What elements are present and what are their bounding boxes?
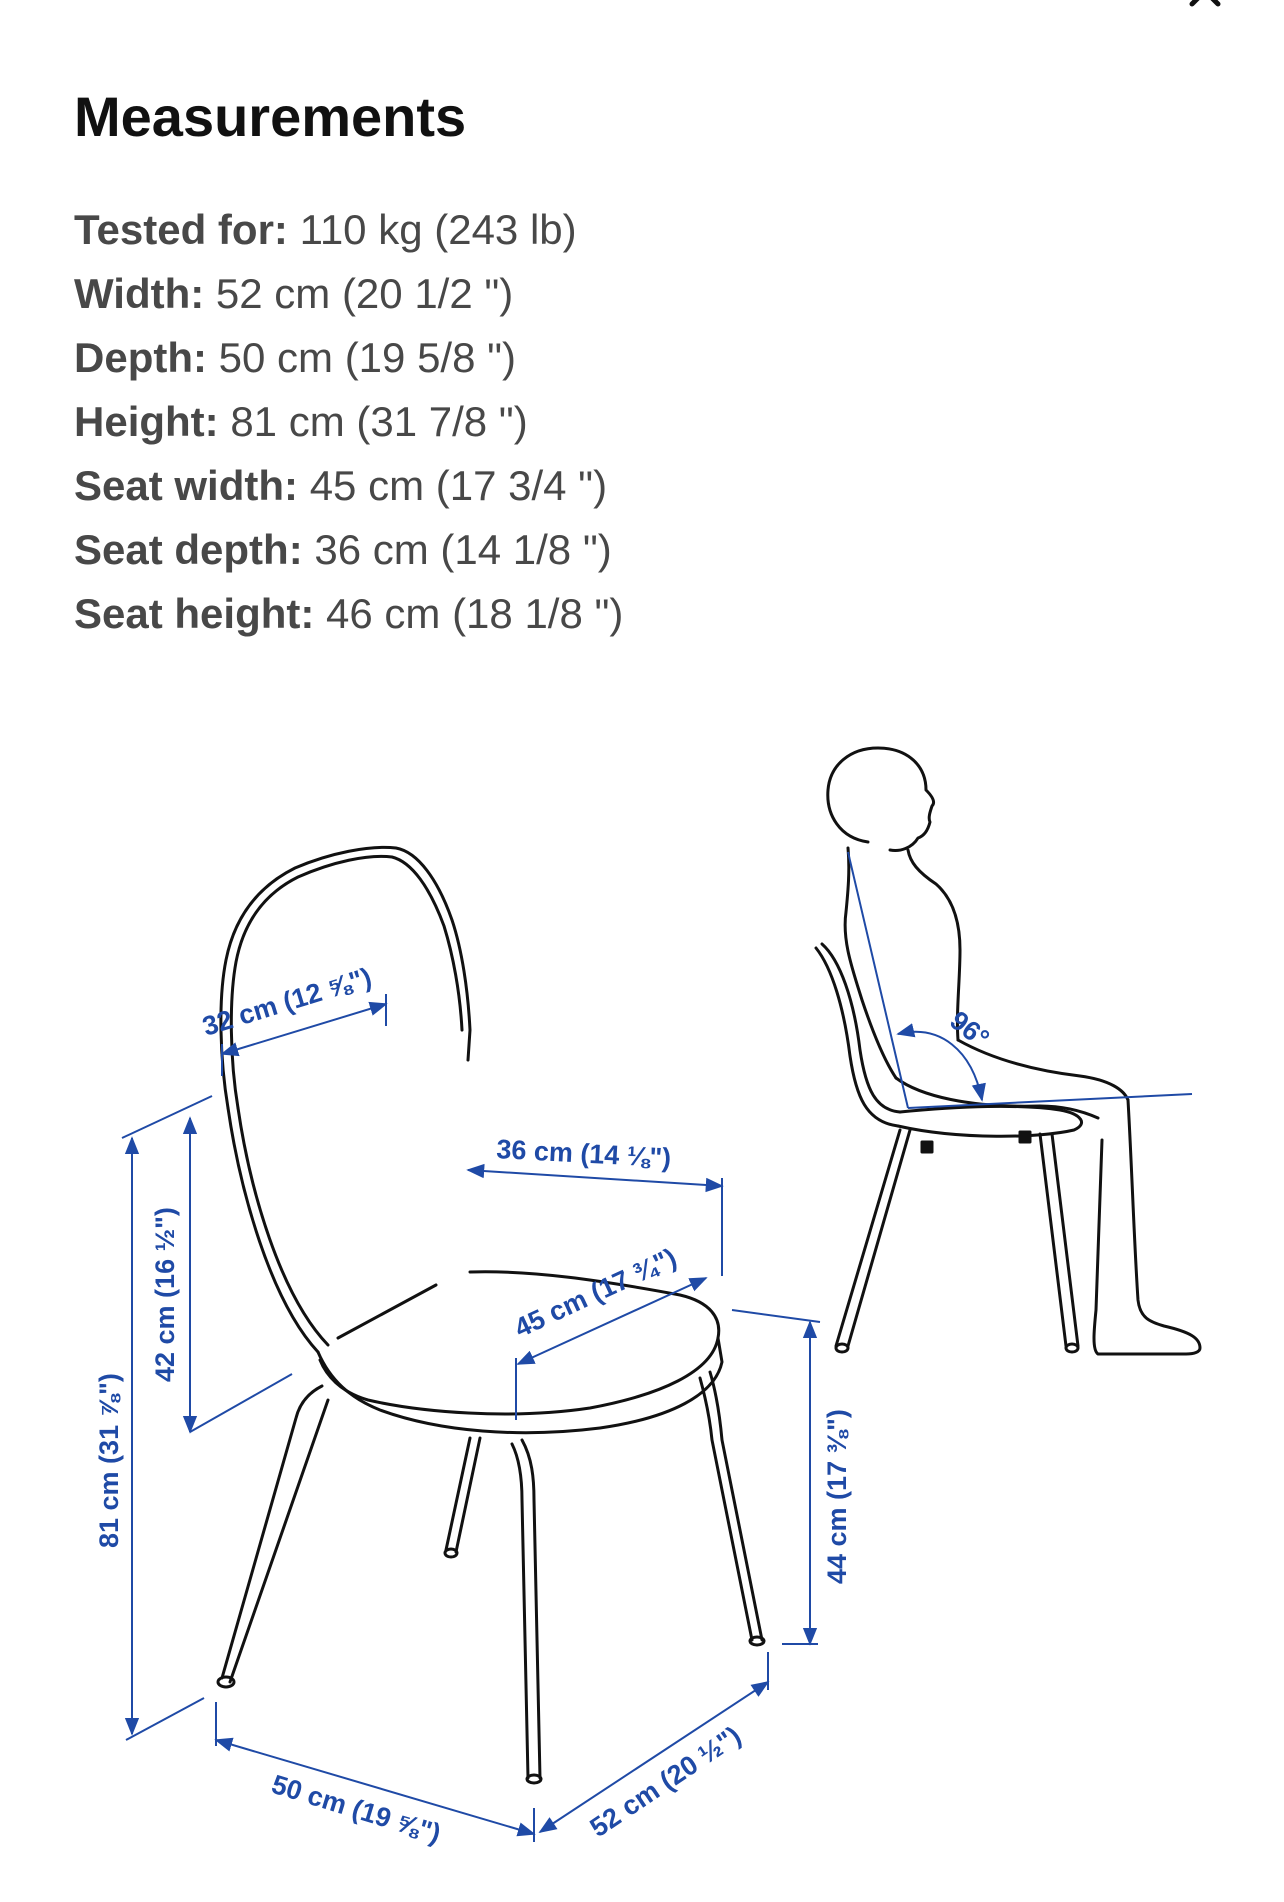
dim-backrest-height-label: 42 cm (16 ½") — [150, 1207, 180, 1382]
spec-value: 45 cm (17 3/4 ") — [309, 462, 608, 509]
spec-depth — [74, 326, 623, 390]
spec-tested-for — [74, 198, 623, 262]
spec-value: 46 cm (18 1/8 ") — [326, 590, 624, 637]
dim-backrest-width-label: 32 cm (12 ⅝") — [198, 961, 376, 1042]
spec-value: 52 cm (20 1/2 ") — [215, 270, 514, 317]
spec-label: Seat width: — [74, 462, 299, 509]
dim-depth-label: 50 cm (19 ⅝") — [268, 1769, 445, 1849]
dimension-labels — [94, 962, 852, 1849]
chair-measurement-diagram — [0, 700, 1284, 1902]
dim-total-height-label: 81 cm (31 ⅞") — [94, 1373, 124, 1548]
recline-angle-label: 96° — [944, 1005, 995, 1054]
close-button[interactable] — [1180, 0, 1240, 18]
spec-label: Depth: — [74, 334, 207, 381]
page-title: Measurements — [74, 85, 467, 148]
dim-seat-depth-label: 36 cm (14 ⅛") — [495, 1134, 672, 1174]
recline-angle-lines — [848, 852, 1192, 1108]
spec-value: 110 kg (243 lb) — [299, 206, 577, 253]
spec-seat-height — [74, 582, 623, 646]
spec-label: Tested for: — [74, 206, 288, 253]
measurement-list — [74, 198, 623, 646]
spec-value: 81 cm (31 7/8 ") — [230, 398, 528, 445]
spec-label: Height: — [74, 398, 219, 445]
spec-value: 50 cm (19 5/8 ") — [218, 334, 517, 381]
spec-label: Seat height: — [74, 590, 315, 637]
spec-label: Seat depth: — [74, 526, 303, 573]
dimension-lines — [122, 994, 820, 1842]
dim-seat-width-label: 45 cm (17 ¾") — [509, 1242, 682, 1344]
spec-label: Width: — [74, 270, 205, 317]
spec-value: 36 cm (14 1/8 ") — [314, 526, 612, 573]
seated-person-illustration — [816, 748, 1200, 1354]
dim-seat-height-label: 44 cm (17 ⅜") — [822, 1409, 852, 1584]
spec-seat-width — [74, 454, 623, 518]
dim-width-label: 52 cm (20 ½") — [584, 1720, 747, 1843]
spec-seat-depth — [74, 518, 623, 582]
spec-width — [74, 262, 623, 326]
close-icon — [1180, 0, 1240, 18]
spec-height — [74, 390, 623, 454]
